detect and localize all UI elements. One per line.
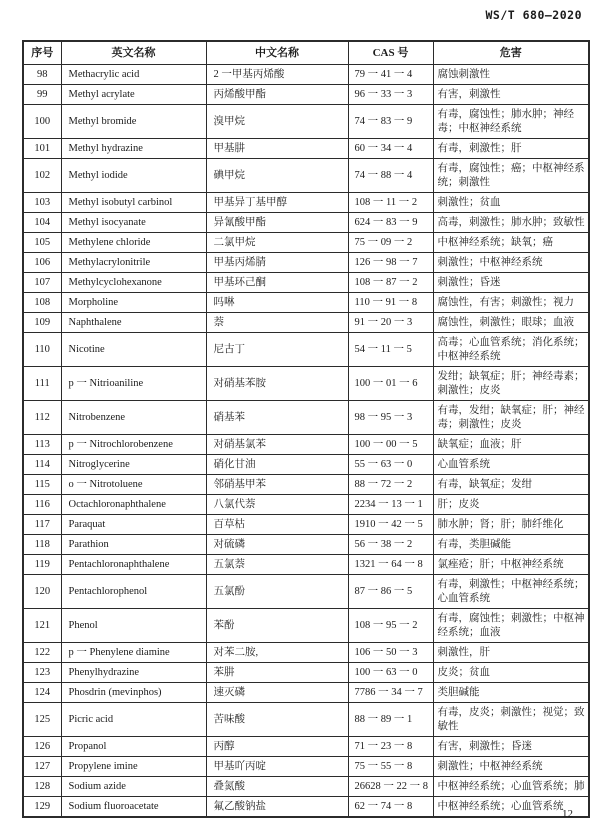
chinese-name-cell: 速灭磷 — [206, 683, 348, 703]
table-row — [23, 737, 589, 757]
index-cell: 128 — [23, 777, 61, 797]
table-row — [23, 85, 589, 105]
chinese-name-cell: 对硫磷 — [206, 535, 348, 555]
cas-number-cell: 75 一 55 一 8 — [348, 757, 433, 777]
table-row — [23, 757, 589, 777]
english-name-cell: Sodium azide — [61, 777, 206, 797]
cas-number-cell: 62 一 74 一 8 — [348, 797, 433, 818]
table-header-row — [23, 41, 589, 65]
cas-number-cell: 98 一 95 一 3 — [348, 401, 433, 435]
table-row — [23, 435, 589, 455]
cas-number-cell: 55 一 63 一 0 — [348, 455, 433, 475]
cas-number-cell: 71 一 23 一 8 — [348, 737, 433, 757]
index-cell: 106 — [23, 253, 61, 273]
column-header-hazard: 危害 — [433, 41, 589, 65]
english-name-cell: Nitrobenzene — [61, 401, 206, 435]
index-cell: 100 — [23, 105, 61, 139]
english-name-cell: p 一 Phenylene diamine — [61, 643, 206, 663]
index-cell: 127 — [23, 757, 61, 777]
chinese-name-cell: 碘甲烷 — [206, 159, 348, 193]
english-name-cell: o 一 Nitrotoluene — [61, 475, 206, 495]
chinese-name-cell: 甲基肼 — [206, 139, 348, 159]
chinese-name-cell: 吗啉 — [206, 293, 348, 313]
index-cell: 108 — [23, 293, 61, 313]
column-header-chinese-name: 中文名称 — [206, 41, 348, 65]
english-name-cell: Pentachlorophenol — [61, 575, 206, 609]
table-row — [23, 401, 589, 435]
english-name-cell: Pentachloronaphthalene — [61, 555, 206, 575]
cas-number-cell: 56 一 38 一 2 — [348, 535, 433, 555]
english-name-cell: Methyl bromide — [61, 105, 206, 139]
english-name-cell: Methylacrylonitrile — [61, 253, 206, 273]
cas-number-cell: 60 一 34 一 4 — [348, 139, 433, 159]
cas-number-cell: 100 一 00 一 5 — [348, 435, 433, 455]
english-name-cell: Methyl acrylate — [61, 85, 206, 105]
cas-number-cell: 100 一 63 一 0 — [348, 663, 433, 683]
cas-number-cell: 108 一 95 一 2 — [348, 609, 433, 643]
cas-number-cell: 75 一 09 一 2 — [348, 233, 433, 253]
index-cell: 119 — [23, 555, 61, 575]
chinese-name-cell: 苦味酸 — [206, 703, 348, 737]
english-name-cell: Naphthalene — [61, 313, 206, 333]
chinese-name-cell: 丙烯酸甲酯 — [206, 85, 348, 105]
english-name-cell: Phosdrin (mevinphos) — [61, 683, 206, 703]
hazard-cell: 有毒，刺激性；肝 — [433, 139, 589, 159]
index-cell: 103 — [23, 193, 61, 213]
chinese-name-cell: 丙醇 — [206, 737, 348, 757]
cas-number-cell: 88 一 89 一 1 — [348, 703, 433, 737]
table-row — [23, 643, 589, 663]
table-row — [23, 159, 589, 193]
hazard-cell: 类胆碱能 — [433, 683, 589, 703]
cas-number-cell: 7786 一 34 一 7 — [348, 683, 433, 703]
table-row — [23, 367, 589, 401]
document-number: WS/T 680—2020 — [485, 8, 582, 22]
table-row — [23, 253, 589, 273]
english-name-cell: p 一 Nitrioaniline — [61, 367, 206, 401]
cas-number-cell: 106 一 50 一 3 — [348, 643, 433, 663]
cas-number-cell: 79 一 41 一 4 — [348, 65, 433, 85]
hazard-cell: 腐蚀性，刺激性；眼球；血液 — [433, 313, 589, 333]
cas-number-cell: 108 一 87 一 2 — [348, 273, 433, 293]
index-cell: 114 — [23, 455, 61, 475]
table-row — [23, 273, 589, 293]
cas-number-cell: 54 一 11 一 5 — [348, 333, 433, 367]
hazard-cell: 中枢神经系统；心血管系统；肺 — [433, 777, 589, 797]
table-row — [23, 233, 589, 253]
english-name-cell: Morpholine — [61, 293, 206, 313]
english-name-cell: p 一 Nitrochlorobenzene — [61, 435, 206, 455]
hazard-cell: 皮炎；贫血 — [433, 663, 589, 683]
chinese-name-cell: 异氰酸甲酯 — [206, 213, 348, 233]
table-row — [23, 535, 589, 555]
index-cell: 122 — [23, 643, 61, 663]
chinese-name-cell: 萘 — [206, 313, 348, 333]
english-name-cell: Methyl hydrazine — [61, 139, 206, 159]
index-cell: 116 — [23, 495, 61, 515]
column-header-cas-number: CAS 号 — [348, 41, 433, 65]
hazard-cell: 有毒，腐蚀性；刺激性；中枢神经系统；血液 — [433, 609, 589, 643]
english-name-cell: Methylcyclohexanone — [61, 273, 206, 293]
chinese-name-cell: 硝化甘油 — [206, 455, 348, 475]
table-row — [23, 575, 589, 609]
english-name-cell: Paraquat — [61, 515, 206, 535]
index-cell: 104 — [23, 213, 61, 233]
table-row — [23, 139, 589, 159]
table-row — [23, 455, 589, 475]
table-row — [23, 213, 589, 233]
hazard-cell: 肝；皮炎 — [433, 495, 589, 515]
hazard-cell: 刺激性；昏迷 — [433, 273, 589, 293]
table-row — [23, 193, 589, 213]
cas-number-cell: 100 一 01 一 6 — [348, 367, 433, 401]
chinese-name-cell: 硝基苯 — [206, 401, 348, 435]
hazard-cell: 腐蚀性，有害；刺激性；视力 — [433, 293, 589, 313]
english-name-cell: Propylene imine — [61, 757, 206, 777]
index-cell: 101 — [23, 139, 61, 159]
table-body — [23, 65, 589, 818]
chinese-name-cell: 五氯萘 — [206, 555, 348, 575]
table-row — [23, 797, 589, 818]
cas-number-cell: 74 一 83 一 9 — [348, 105, 433, 139]
cas-number-cell: 126 一 98 一 7 — [348, 253, 433, 273]
chinese-name-cell: 尼古丁 — [206, 333, 348, 367]
hazard-cell: 肺水肿；肾；肝；肺纤维化 — [433, 515, 589, 535]
chinese-name-cell: 甲基异丁基甲醇 — [206, 193, 348, 213]
cas-number-cell: 1321 一 64 一 8 — [348, 555, 433, 575]
chinese-name-cell: 苯肼 — [206, 663, 348, 683]
hazard-cell: 有毒，类胆碱能 — [433, 535, 589, 555]
english-name-cell: Nitroglycerine — [61, 455, 206, 475]
cas-number-cell: 26628 一 22 一 8 — [348, 777, 433, 797]
english-name-cell: Methyl iodide — [61, 159, 206, 193]
chinese-name-cell: 邻硝基甲苯 — [206, 475, 348, 495]
english-name-cell: Propanol — [61, 737, 206, 757]
table-row — [23, 65, 589, 85]
index-cell: 99 — [23, 85, 61, 105]
chinese-name-cell: 甲基丙烯腈 — [206, 253, 348, 273]
column-header-english-name: 英文名称 — [61, 41, 206, 65]
index-cell: 98 — [23, 65, 61, 85]
chinese-name-cell: 氟乙酸钠盐 — [206, 797, 348, 818]
chinese-name-cell: 二氯甲烷 — [206, 233, 348, 253]
table-row — [23, 313, 589, 333]
chinese-name-cell: 八氯代萘 — [206, 495, 348, 515]
chinese-name-cell: 对硝基氯苯 — [206, 435, 348, 455]
hazard-cell: 缺氧症；血液；肝 — [433, 435, 589, 455]
hazard-cell: 有毒，腐蚀性；肺水肿；神经毒；中枢神经系统 — [433, 105, 589, 139]
chinese-name-cell: 百草枯 — [206, 515, 348, 535]
hazard-cell: 高毒，刺激性；肺水肿；致敏性 — [433, 213, 589, 233]
english-name-cell: Methyl isobutyl carbinol — [61, 193, 206, 213]
chinese-name-cell: 甲基环己酮 — [206, 273, 348, 293]
index-cell: 121 — [23, 609, 61, 643]
index-cell: 111 — [23, 367, 61, 401]
english-name-cell: Methyl isocyanate — [61, 213, 206, 233]
hazard-cell: 有毒，刺激性；中枢神经系统；心血管系统 — [433, 575, 589, 609]
table-row — [23, 703, 589, 737]
column-header-index: 序号 — [23, 41, 61, 65]
table-row — [23, 609, 589, 643]
chinese-name-cell: 对苯二胺, — [206, 643, 348, 663]
hazard-cell: 刺激性，肝 — [433, 643, 589, 663]
english-name-cell: Parathion — [61, 535, 206, 555]
index-cell: 110 — [23, 333, 61, 367]
index-cell: 113 — [23, 435, 61, 455]
table-row — [23, 777, 589, 797]
english-name-cell: Sodium fluoroacetate — [61, 797, 206, 818]
english-name-cell: Octachloronaphthalene — [61, 495, 206, 515]
cas-number-cell: 74 一 88 一 4 — [348, 159, 433, 193]
index-cell: 125 — [23, 703, 61, 737]
index-cell: 115 — [23, 475, 61, 495]
table-row — [23, 293, 589, 313]
cas-number-cell: 108 一 11 一 2 — [348, 193, 433, 213]
english-name-cell: Phenylhydrazine — [61, 663, 206, 683]
hazard-cell: 刺激性；中枢神经系统 — [433, 253, 589, 273]
index-cell: 112 — [23, 401, 61, 435]
hazard-cell: 刺激性；中枢神经系统 — [433, 757, 589, 777]
chinese-name-cell: 五氯酚 — [206, 575, 348, 609]
hazard-cell: 中枢神经系统；缺氧；癌 — [433, 233, 589, 253]
chinese-name-cell: 甲基吖丙啶 — [206, 757, 348, 777]
hazard-cell: 有害，刺激性；昏迷 — [433, 737, 589, 757]
index-cell: 107 — [23, 273, 61, 293]
index-cell: 102 — [23, 159, 61, 193]
english-name-cell: Picric acid — [61, 703, 206, 737]
chemical-hazard-table — [22, 40, 590, 818]
index-cell: 109 — [23, 313, 61, 333]
table-row — [23, 475, 589, 495]
chinese-name-cell: 对硝基苯胺 — [206, 367, 348, 401]
chinese-name-cell: 苯酚 — [206, 609, 348, 643]
index-cell: 126 — [23, 737, 61, 757]
cas-number-cell: 624 一 83 一 9 — [348, 213, 433, 233]
cas-number-cell: 91 一 20 一 3 — [348, 313, 433, 333]
hazard-cell: 腐蚀刺激性 — [433, 65, 589, 85]
index-cell: 124 — [23, 683, 61, 703]
table-row — [23, 495, 589, 515]
english-name-cell: Methacrylic acid — [61, 65, 206, 85]
index-cell: 120 — [23, 575, 61, 609]
hazard-cell: 有毒，发绀；缺氧症；肝；神经毒；刺激性；皮炎 — [433, 401, 589, 435]
hazard-cell: 有毒，腐蚀性；癌；中枢神经系统；刺激性 — [433, 159, 589, 193]
page-number: 12 — [562, 808, 573, 820]
english-name-cell: Phenol — [61, 609, 206, 643]
hazard-cell: 刺激性；贫血 — [433, 193, 589, 213]
table-row — [23, 683, 589, 703]
hazard-cell: 心血管系统 — [433, 455, 589, 475]
cas-number-cell: 2234 一 13 一 1 — [348, 495, 433, 515]
table-row — [23, 515, 589, 535]
index-cell: 117 — [23, 515, 61, 535]
index-cell: 118 — [23, 535, 61, 555]
hazard-cell: 高毒；心血管系统；消化系统；中枢神经系统 — [433, 333, 589, 367]
index-cell: 123 — [23, 663, 61, 683]
chinese-name-cell: 溴甲烷 — [206, 105, 348, 139]
hazard-cell: 发绀；缺氧症；肝；神经毒素；刺激性；皮炎 — [433, 367, 589, 401]
hazard-cell: 有毒，皮炎；刺激性；视觉；致敏性 — [433, 703, 589, 737]
hazard-cell: 有害，刺激性 — [433, 85, 589, 105]
english-name-cell: Nicotine — [61, 333, 206, 367]
hazard-cell: 有毒，缺氧症；发绀 — [433, 475, 589, 495]
cas-number-cell: 96 一 33 一 3 — [348, 85, 433, 105]
table-row — [23, 105, 589, 139]
english-name-cell: Methylene chloride — [61, 233, 206, 253]
cas-number-cell: 110 一 91 一 8 — [348, 293, 433, 313]
index-cell: 105 — [23, 233, 61, 253]
table-row — [23, 663, 589, 683]
hazard-cell: 中枢神经系统；心血管系统 — [433, 797, 589, 818]
cas-number-cell: 88 一 72 一 2 — [348, 475, 433, 495]
chinese-name-cell: 叠氮酸 — [206, 777, 348, 797]
index-cell: 129 — [23, 797, 61, 818]
table-row — [23, 333, 589, 367]
cas-number-cell: 87 一 86 一 5 — [348, 575, 433, 609]
cas-number-cell: 1910 一 42 一 5 — [348, 515, 433, 535]
table-row — [23, 555, 589, 575]
chinese-name-cell: 2 一甲基丙烯酸 — [206, 65, 348, 85]
hazard-cell: 氯痤疮；肝；中枢神经系统 — [433, 555, 589, 575]
